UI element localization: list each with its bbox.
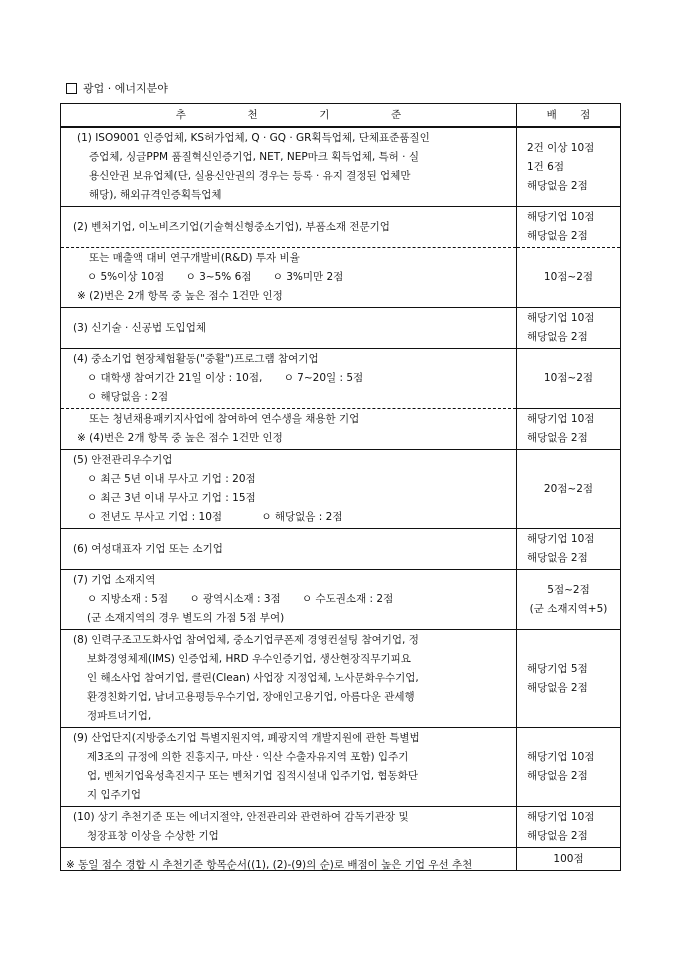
criteria-row-9 — [61, 728, 621, 807]
criteria-line: 해당), 해외규격인증획득업체 — [89, 189, 222, 201]
criteria-line: 용신안권 보유업체(단, 실용신안권의 경우는 등록 · 유지 결정된 업체만 — [89, 170, 411, 182]
criteria-cell — [61, 127, 517, 207]
score-line: 1건 6점 — [527, 160, 564, 173]
score-line: 해당없음 2점 — [527, 552, 588, 564]
option-text: ㅇ 해당없음 : 2점 — [87, 391, 169, 403]
option-text: ㅇ 최근 3년 이내 무사고 기업 : 15점 — [87, 492, 256, 504]
score-cell — [517, 630, 621, 728]
score-cell — [517, 570, 621, 630]
section-title-text: 광업 · 에너지분야 — [83, 82, 168, 95]
criteria-cell — [61, 570, 517, 630]
criteria-row-2a — [61, 207, 621, 248]
score-line: 해당기업 10점 — [527, 751, 595, 763]
criteria-header — [61, 104, 517, 128]
note-text: (군 소재지역의 경우 별도의 가점 5점 부여) — [87, 612, 285, 624]
criteria-line: (3) 신기술 · 신공법 도입업체 — [73, 321, 206, 334]
option-text: ㅇ 대학생 참여기간 21일 이상 : 10점, — [87, 372, 263, 384]
criteria-row-1 — [61, 127, 621, 207]
criteria-line: 지 입주기업 — [87, 789, 142, 801]
score-line: 해당기업 5점 — [527, 662, 588, 675]
criteria-line: (1) ISO9001 인증업체, KS허가업체, Q · GQ · GR획득업체, 단체표준품질인 — [77, 132, 430, 144]
score-line: 해당없음 2점 — [527, 432, 588, 444]
criteria-line: (7) 기업 소재지역 — [73, 574, 156, 586]
total-cell — [517, 848, 621, 871]
criteria-cell — [61, 529, 517, 570]
criteria-line: 청장표창 이상을 수상한 기업 — [87, 830, 219, 842]
option-text: ㅇ 광역시소재 : 3점 — [189, 593, 281, 605]
criteria-line: 환경친화기업, 남녀고용평등우수기업, 장애인고용기업, 아름다운 관세행 — [87, 691, 415, 703]
checkbox-square-icon — [66, 83, 77, 94]
score-line: 해당기업 10점 — [527, 533, 595, 545]
criteria-row-8 — [61, 630, 621, 728]
score-line: 10점~2점 — [543, 372, 594, 384]
score-cell — [517, 308, 621, 349]
score-cell — [517, 127, 621, 207]
criteria-line: 또는 청년채용패키지사업에 참여하여 연수생을 채용한 기업 — [89, 413, 360, 425]
score-line: 해당없음 2점 — [527, 331, 588, 343]
criteria-row-2b — [61, 248, 621, 308]
total-value: 100점 — [553, 852, 584, 865]
criteria-line: (2) 벤처기업, 이노비즈기업(기술혁신형중소기업), 부품소재 전문기업 — [73, 220, 390, 233]
option-text: ㅇ 5%이상 10점 — [87, 271, 165, 283]
score-cell — [517, 450, 621, 529]
criteria-line: 또는 매출액 대비 연구개발비(R&D) 투자 비율 — [89, 252, 300, 264]
criteria-cell — [61, 807, 517, 848]
criteria-line: 정파트너기업, — [87, 710, 152, 722]
score-line: 해당없음 2점 — [527, 179, 588, 192]
score-line: 20점~2점 — [543, 482, 594, 495]
note-text: ※ (4)번은 2개 항목 중 높은 점수 1건만 인정 — [77, 432, 283, 444]
criteria-line: 보화경영체제(IMS) 인증업체, HRD 우수인증기업, 생산현장직무기피요 — [87, 653, 411, 665]
header-row — [61, 104, 621, 128]
note-text: ※ (2)번은 2개 항목 중 높은 점수 1건만 인정 — [77, 290, 283, 302]
score-line: 해당없음 2점 — [527, 770, 588, 782]
criteria-line: (5) 안전관리우수기업 — [73, 454, 173, 466]
score-cell — [517, 349, 621, 409]
score-header — [517, 104, 621, 128]
score-line: 해당없음 2점 — [527, 681, 588, 694]
score-cell — [517, 807, 621, 848]
score-line: 해당기업 10점 — [527, 413, 595, 425]
criteria-cell — [61, 308, 517, 349]
criteria-line: (6) 여성대표자 기업 또는 소기업 — [73, 542, 223, 555]
criteria-line: (10) 상기 추천기준 또는 에너지절약, 안전관리와 관련하여 감독기관장 및 — [73, 811, 409, 823]
criteria-row-3 — [61, 308, 621, 349]
criteria-cell — [61, 630, 517, 728]
criteria-table — [60, 103, 621, 871]
score-header-char: 배 — [546, 108, 557, 121]
criteria-row-10 — [61, 807, 621, 848]
option-text: ㅇ 해당없음 : 2점 — [261, 511, 343, 523]
criteria-header-char: 기 — [319, 108, 330, 121]
score-cell — [517, 248, 621, 308]
criteria-row-6 — [61, 529, 621, 570]
criteria-line: 인 해소사업 참여기업, 클린(Clean) 사업장 지정업체, 노사문화우수기업, — [87, 672, 419, 684]
option-text: ㅇ 3~5% 6점 — [185, 271, 252, 283]
criteria-cell — [61, 728, 517, 807]
score-line: 해당없음 2점 — [527, 830, 588, 842]
score-line: 해당없음 2점 — [527, 230, 588, 242]
option-text: ㅇ 전년도 무사고 기업 : 10점 — [87, 511, 223, 523]
criteria-row-4b — [61, 409, 621, 450]
score-line: 해당기업 10점 — [527, 211, 595, 223]
score-line: 10점~2점 — [543, 271, 594, 283]
criteria-cell — [61, 207, 517, 248]
criteria-cell — [61, 450, 517, 529]
score-line: 해당기업 10점 — [527, 811, 595, 823]
criteria-line: 제3조의 규정에 의한 진흥지구, 마산 · 익산 수출자유지역 포함) 입주기 — [87, 751, 409, 763]
criteria-row-5 — [61, 450, 621, 529]
criteria-cell — [61, 349, 517, 409]
score-line: (군 소재지역+5) — [529, 602, 608, 615]
score-cell — [517, 728, 621, 807]
criteria-row-4a — [61, 349, 621, 409]
score-cell — [517, 409, 621, 450]
criteria-cell — [61, 248, 517, 308]
footnote: ※ 동일 점수 경합 시 추천기준 항목순서((1), (2)-(9)의 순)로 배점이 높은 기업 우선 추천 — [66, 859, 473, 871]
criteria-header-char: 천 — [247, 108, 258, 121]
option-text: ㅇ 7~20일 : 5점 — [283, 372, 364, 384]
score-line: 5점~2점 — [547, 583, 590, 596]
score-cell — [517, 207, 621, 248]
criteria-row-7 — [61, 570, 621, 630]
section-title — [66, 80, 168, 96]
criteria-line: (8) 인력구조고도화사업 참여업체, 중소기업쿠폰제 경영컨설팅 참여기업, 정 — [73, 634, 419, 646]
score-line: 해당기업 10점 — [527, 312, 595, 324]
score-header-char: 점 — [580, 108, 591, 121]
criteria-cell — [61, 409, 517, 450]
option-text: ㅇ 3%미만 2점 — [272, 271, 344, 283]
criteria-line: 증업체, 싱글PPM 품질혁신인증기업, NET, NEP마크 획득업체, 특허 · 실 — [89, 151, 419, 163]
option-text: ㅇ 지방소재 : 5점 — [87, 593, 169, 605]
criteria-header-char: 추 — [175, 108, 186, 121]
criteria-line: (4) 중소기업 현장체험활동("중활")프로그램 참여기업 — [73, 353, 319, 365]
score-line: 2건 이상 10점 — [527, 141, 595, 154]
criteria-line: (9) 산업단지(지방중소기업 특별지원지역, 폐광지역 개발지원에 관한 특별법 — [73, 732, 420, 744]
option-text: ㅇ 수도권소재 : 2점 — [302, 593, 394, 605]
criteria-header-char: 준 — [391, 108, 402, 121]
criteria-line: 업, 벤처기업육성촉진지구 또는 벤처기업 집적시설내 입주기업, 협동화단 — [87, 770, 418, 782]
score-cell — [517, 529, 621, 570]
option-text: ㅇ 최근 5년 이내 무사고 기업 : 20점 — [87, 473, 256, 485]
